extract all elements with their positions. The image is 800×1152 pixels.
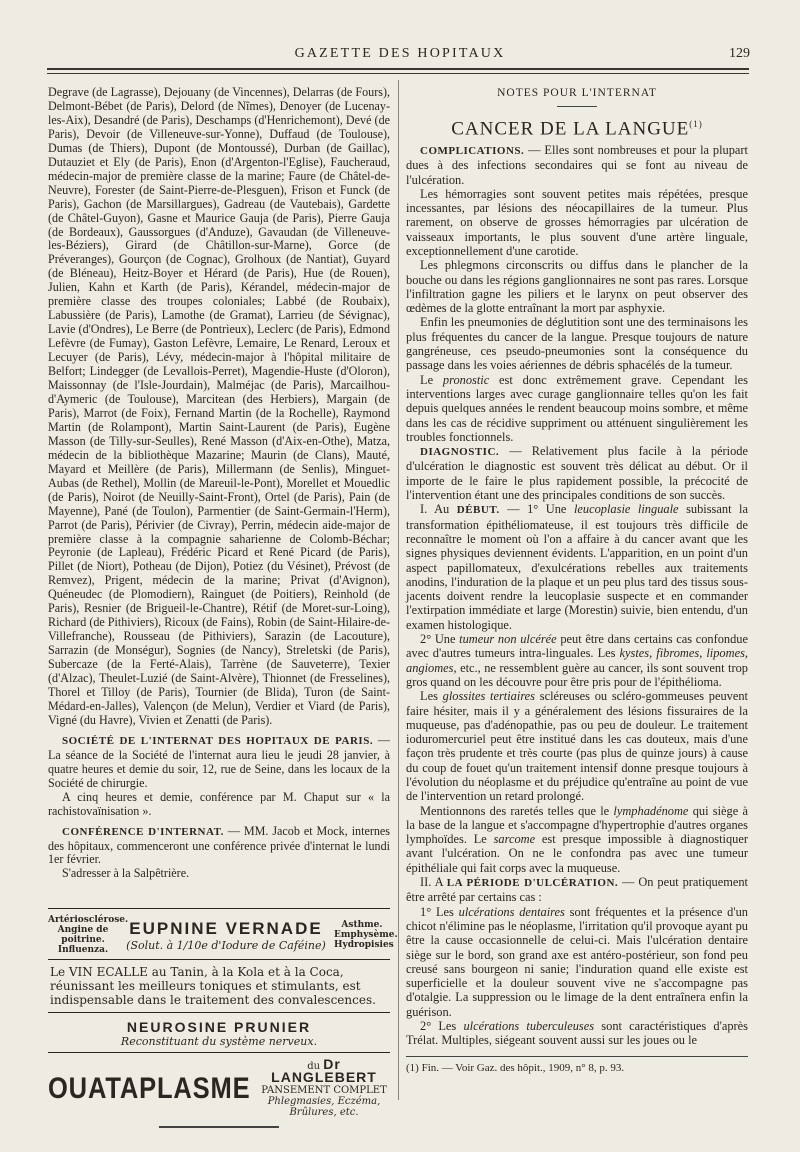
- ulceration-text-b: — On peut pratiquement être arrêté par certains cas :: [406, 875, 748, 905]
- debut-text-c: subissant la transformation épithéliomateuse, il est toujours très difficile de reconnaître le moment où l'on a affaire à du cancer avant que les signes physiques deviennent évidents. L'apparition, en un point d'un aspect papillomateux, d'exulcérations rebelles aux traitements anodins, l'induration de la plaque et un peu plus tard des tissus sous-jacents doivent rendre la leucoplasie suspecte et en commander l'extirpation immédiate et large (Morestin) suivie, bien entendu, d'un examen histologique.: [406, 502, 748, 632]
- conference-heading: CONFÉRENCE D'INTERNAT.: [62, 825, 224, 838]
- debut-text-b: — 1° Une: [499, 502, 574, 517]
- ad-rule: [48, 959, 390, 960]
- tub-text-a: 2° Les: [420, 1019, 464, 1034]
- lymphadenome-paragraph: [406, 804, 748, 875]
- pronostic-text-b: est donc extrêmement grave. Cependant les interventions larges avec curage ganglionnaire telles qu'on les fait depuis quelques années le rendent beaucoup moins sombre, et même dans les cas de récidive suppriment ou atténuent singulièrement les troubles fonctionnels.: [406, 372, 748, 444]
- societe-paragraph: [48, 734, 390, 791]
- tumeur-text-a: 2° Une: [420, 632, 460, 647]
- ad-ouataplasme-du: du: [307, 1061, 321, 1072]
- section-label: NOTES POUR L'INTERNAT: [497, 87, 657, 99]
- ulceration-text-a: II. A: [420, 875, 447, 890]
- column-divider: [398, 80, 399, 1100]
- hemorragies-paragraph: Les hémorragies sont souvent petites mais répétées, presque incessantes, par lésions des néocapillaires de la tumeur. Plus rarement, on observe de grosses hémorragies par ulcération de vaisseaux importants, le plus souvent d'une artère linguale, exceptionnellement d'une carotide.: [406, 186, 748, 258]
- ad-rule: [48, 1052, 390, 1053]
- ad-ouataplasme-details: [258, 1056, 390, 1118]
- ad-neurosine: [48, 1015, 390, 1050]
- ad-eupnine-left: Artériosclérose. Angine de poitrine. Influenza.: [48, 915, 129, 955]
- pronostic-italic: pronostic: [442, 372, 490, 387]
- dent-text-a: 1° Les: [420, 904, 459, 919]
- societe-text: — La séance de la Société de l'internat aura lieu le jeudi 28 janvier, à quatre heures et demie du soir, 12, rue de Seine, dans les locaux de la Société de chirurgie.: [48, 732, 391, 790]
- conference-text: — MM. Jacob et Mock, internes des hôpitaux, commenceront une conférence privée d'internat le lundi 1er février.: [48, 823, 390, 867]
- pneumonies-paragraph: Enfin les pneumonies de déglutition sont une des terminaisons les plus fréquentes du cancer de la langue. Presque toujours de nature gangréneuse, ces pseudo-pneumonies sont la conséquence du passage dans les voies aériennes de débris sphacélés de la tumeur.: [406, 315, 748, 373]
- dent-text-b: sont fréquentes et la présence d'un chicot n'élimine pas le néoplasme, l'irritation qu'il provoque ayant pu être la cause occasionnelle de celui-ci. Mais l'ulcération dentaire siège sur le bord, son grand axe est antéro-postérieur, son fond peu creusé sans bourgeon ni sanie; l'induration quand elle existe est superficielle et la douleur souvent vive ne s'accompagne pas d'otalgie. La suppression ou le limage de la dent entraînera enfin la guérison.: [406, 904, 748, 1019]
- article-title: [406, 117, 748, 140]
- pronostic-paragraph: [406, 373, 748, 444]
- ad-neurosine-name: NEUROSINE PRUNIER: [126, 1019, 312, 1035]
- ad-ouataplasme-line3: Phlegmasies, Eczéma, Brûlures, etc.: [267, 1096, 381, 1118]
- lymph-text-a: Mentionnons des raretés telles que le: [420, 803, 614, 818]
- ad-eupnine-right: Asthme. Emphysème. Hydropisies: [333, 920, 398, 950]
- debut-italic: leucoplasie linguale: [573, 502, 679, 517]
- ad-eupnine-center: [126, 919, 326, 952]
- complications-paragraph: [406, 143, 748, 187]
- ulceration-heading: LA PÉRIODE D'ULCÉRATION.: [446, 877, 619, 890]
- header-rule: [47, 68, 749, 74]
- advertisements: [48, 906, 398, 1128]
- complications-heading: COMPLICATIONS.: [420, 144, 525, 157]
- tumeur-italic-2: kystes, fibromes, lipomes, angiomes,: [406, 646, 748, 675]
- conference-paragraph: [48, 825, 390, 868]
- glossites-text-b: scléreuses ou scléro-gommeuses peuvent faire hésiter, mais il y a généralement des lésions fissuraires de la muqueuse, pas d'adénopathie, pas ou peu de douleur. Le traitement ioduromercuriel peut être institué dans les cas douteux, mais d'une façon très prudente et très courte (pas plus de quinze jours) à cause du coup de fouet qu'un traitement intensif donne presque toujours à l'évolution du néoplasme et du préjudice qu'entraîne au point de vue de l'intervention un retard prolongé.: [406, 689, 748, 804]
- complications-text: — Elles sont nombreuses et pour la plupart dues à des infections secondaires qui se font au niveau de l'ulcération.: [406, 142, 748, 187]
- tumeur-italic: tumeur non ulcérée: [459, 632, 557, 647]
- ad-ouataplasme-doctor: Dr LANGLEBERT: [271, 1056, 377, 1085]
- ad-ouataplasme-name: OUATAPLASME: [48, 1071, 251, 1105]
- lymph-italic-2: sarcome: [493, 832, 536, 847]
- phlegmons-paragraph: Les phlegmons circonscrits ou diffus dans le plancher de la bouche ou dans les régions ganglionnaires ne sont pas rares. Lorsque l'infiltration gagne les piliers et le larynx on peut observer des œdèmes de la glotte entraînant la mort par asphyxie.: [406, 258, 748, 316]
- glossites-italic: glossites tertiaires: [442, 689, 536, 704]
- lymph-text-c: est presque impossible à diagnostiquer avant l'ulcération. On ne le confondra pas avec une tumeur épithéliale qui fait corps avec la muqueuse.: [406, 832, 748, 875]
- ad-eupnine-sub: (Solut. à 1/10e d'Iodure de Caféine): [126, 938, 326, 952]
- pronostic-text-a: Le: [420, 372, 443, 387]
- lymph-italic: lymphadénome: [613, 803, 689, 818]
- glossites-paragraph: [406, 689, 748, 803]
- debut-paragraph: [406, 502, 748, 632]
- ad-eupnine: [48, 911, 398, 957]
- diagnostic-heading: DIAGNOSTIC.: [420, 446, 500, 459]
- tumeur-paragraph: [406, 632, 748, 689]
- article-title-text: CANCER DE LA LANGUE: [451, 118, 690, 140]
- societe-paragraph-2: A cinq heures et demie, conférence par M. Chaput sur « la rachistovaïnisation ».: [48, 789, 390, 818]
- glossites-text-a: Les: [420, 689, 443, 704]
- ad-vin: Le VIN ECALLE au Tanin, à la Kola et à la Coca, réunissant les meilleurs toniques et stimulants, est indispensable dans le traitement des convalescences.: [50, 965, 376, 1007]
- tub-text-b: sont caractéristiques d'après Trélat. Multiples, siégeant souvent aussi sur les joues ou le: [406, 1019, 748, 1048]
- tuberculeuses-paragraph: [406, 1019, 748, 1048]
- running-title: GAZETTE DES HOPITAUX: [294, 46, 506, 61]
- tumeur-text-c: etc., ne ressemblent guère au cancer, ils sont souvent trop gros quand on les découvre pour être pris pour de l'épithélioma.: [406, 660, 748, 689]
- ad-end-rule: [159, 1126, 279, 1128]
- diagnostic-text: — Relativement plus facile à la période d'ulcération le diagnostic est souvent très délicat au début. Or il importe de le faire le plus rapidement possible, la précocité de l'intervention étant une des principales conditions de son succès.: [406, 444, 748, 503]
- ad-neurosine-sub: Reconstituant du système nerveux.: [120, 1035, 318, 1048]
- dent-italic: ulcérations dentaires: [458, 904, 565, 919]
- ulceration-paragraph: [406, 875, 748, 905]
- lymph-text-b: qui siège à la base de la langue et s'accompagne d'hypertrophie d'autres organes lymphoïdes. Le: [406, 803, 748, 847]
- ad-rule: [48, 1012, 390, 1013]
- tumeur-text-b: peut être dans certains cas confondue avec d'autres tumeurs intra-linguales. Les: [406, 632, 748, 661]
- footnote-rule: [406, 1056, 748, 1057]
- right-column: [406, 86, 748, 1075]
- ad-ouataplasme: [48, 1055, 390, 1122]
- ad-eupnine-name: EUPNINE VERNADE: [129, 918, 323, 938]
- dentaires-paragraph: [406, 905, 748, 1019]
- article-title-note: (1): [689, 119, 703, 130]
- names-list: Degrave (de Lagrasse), Dejouany (de Vincennes), Delarras (de Fours), Delmont-Bébet (de Paris), Delord (de Nîmes), Denoyer (de Lucenay-les-Aix), Desandré (de Paris), Deschamps (d'Henrichemont), Devé (de Paris), Devoir (de Villeneuve-sur-Yonne), Duffaud (de Toulouse), Dumas (de Thiers), Dupont (de Montoussé), Durban (de Gaillac), Dutauziet et Ely (de Paris), Enon (d'Argenton-l'Eglise), Faucheraud, médecin-major de première classe de la marine; Faure (de Châtel-de-Neuvre), Forester (de Saint-Pierre-de-Plesguen), Frison et Funck (de Paris), Gachon (de Marsillargues), Gadreau (de Vautebais), Gardette (de Châtel-Guyon), Gasne et Maurice Gauja (de Paris), Pierre Gauja (de Bordeaux), Gaussorgues (d'Anduze), Gavaudan (de Villeneuve-les-Béziers), Girard (de Châtillon-sur-Marne), Gorce (de Préveranges), Gourçon (de Cognac), Grolhoux (de Nantiat), Guyard (de Bléneau), Heitz-Boyer et Hérard (de Paris), Hue (de Rouen), Julien, Kahn et Karth (de Paris), Kérandel, médecin-major de première classe des troupes coloniales; Labbé (de Roubaix), Labussière (de Paris), Lamothe (de Gramat), Larrieu (de Sévignac), Lavie (d'Ondres), Le Berre (de Pontrieux), Leclerc (de Paris), Edmond Lefèvre (de Fumay), Gaston Lefèvre, Lemaire, Le Renard, Leroux et Lecuyer (de Paris), Lévy, médecin-major à l'hôpital militaire de Belfort; Lindegger (de Levallois-Perret), Magendie-Huste (d'Oloron), Maissonnay (de l'Isle-Jourdain), Malméjac (de Paris), Marcailhou-d'Aymeric (de Toulouse), Marcitean (des Herbiers), Margain (de Paris), Marrot (de Foix), Fernand Martin (de la Rochelle), Raymond Martin (de Rolampont), Martin Saint-Laurent (de Paris), Eugène Masson (de Tilly-sur-Seulles), René Masson (d'Aix-en-Othe), Matza, médecin de la bibliothèque Mazarine; Maurin (de Clans), Mauté, Mayard et Meillère (de Paris), Millermann (de Senlis), Minguet-Aubas (de Rethel), Mollin (de Mareuil-le-Pont), Morellet et Mouedlic (de Paris), Noirot (de Neuilly-Saint-Front), Ortel (de Paris), Pain (de Mayenne), Pané (de Toulon), Parmentier (de Saint-Germain-l'Herm), Parrot (de Paris), Périvier (de Civray), Perrin, médecin aide-major de première classe à la compagnie saharienne de Colomb-Béchar; Peyronie (de Lapleau), Frédéric Picard et René Picard (de Paris), Pillet (de Niort), Potheau (de Dijon), Potiez (du Vésinet), Prévost (de Remvez), Prigent, médecin de la marine; Privat (d'Avignon), Quéneudec (de Plomodiern), Rainguet (de Poitiers), Reinhold (de Paris), Resnier (de Brigueil-le-Chantre), Rétif (de Moret-sur-Loing), Richard (de Pithiviers), Ricoux (de Fains), Robin (de Saint-Hilaire-de-Villefranche), Rousseau (de Pithiviers), Sarazin (de Lacouture), Sarrazin (de Monségur), Sognies (de Nancy), Streletski (de Paris), Subercaze (de la Ferté-Alais), Tarrène (de Sauveterre), Texier (d'Alzac), Theulet-Luzié (de Saint-Alvère), Thionnet (de Fresselines), Thorel et Tilloy (de Paris), Tournier (de Blida), Turon (de Saint-Médard-en-Jalles), Valençon (de Melun), Verdier et Viard (de Paris), Vigné (du Havre), Vivien et Zenatti (de Paris).: [48, 85, 391, 727]
- debut-text-a: I. Au: [420, 502, 457, 517]
- diagnostic-paragraph: [406, 444, 748, 502]
- ad-ouataplasme-line2: PANSEMENT COMPLET: [261, 1085, 387, 1096]
- footnote: (1) Fin. — Voir Gaz. des hôpit., 1909, n° 8, p. 93.: [406, 1061, 625, 1074]
- debut-heading: DÉBUT.: [456, 504, 500, 517]
- ad-rule: [48, 908, 390, 909]
- left-column: [48, 86, 390, 881]
- page-number: 129: [729, 46, 750, 61]
- conference-paragraph-2: S'adresser à la Salpêtrière.: [62, 866, 190, 881]
- tub-italic: ulcérations tuberculeuses: [463, 1019, 595, 1034]
- societe-heading: SOCIÉTÉ DE L'INTERNAT DES HOPITAUX DE PARIS.: [62, 734, 374, 747]
- short-rule: [557, 106, 597, 107]
